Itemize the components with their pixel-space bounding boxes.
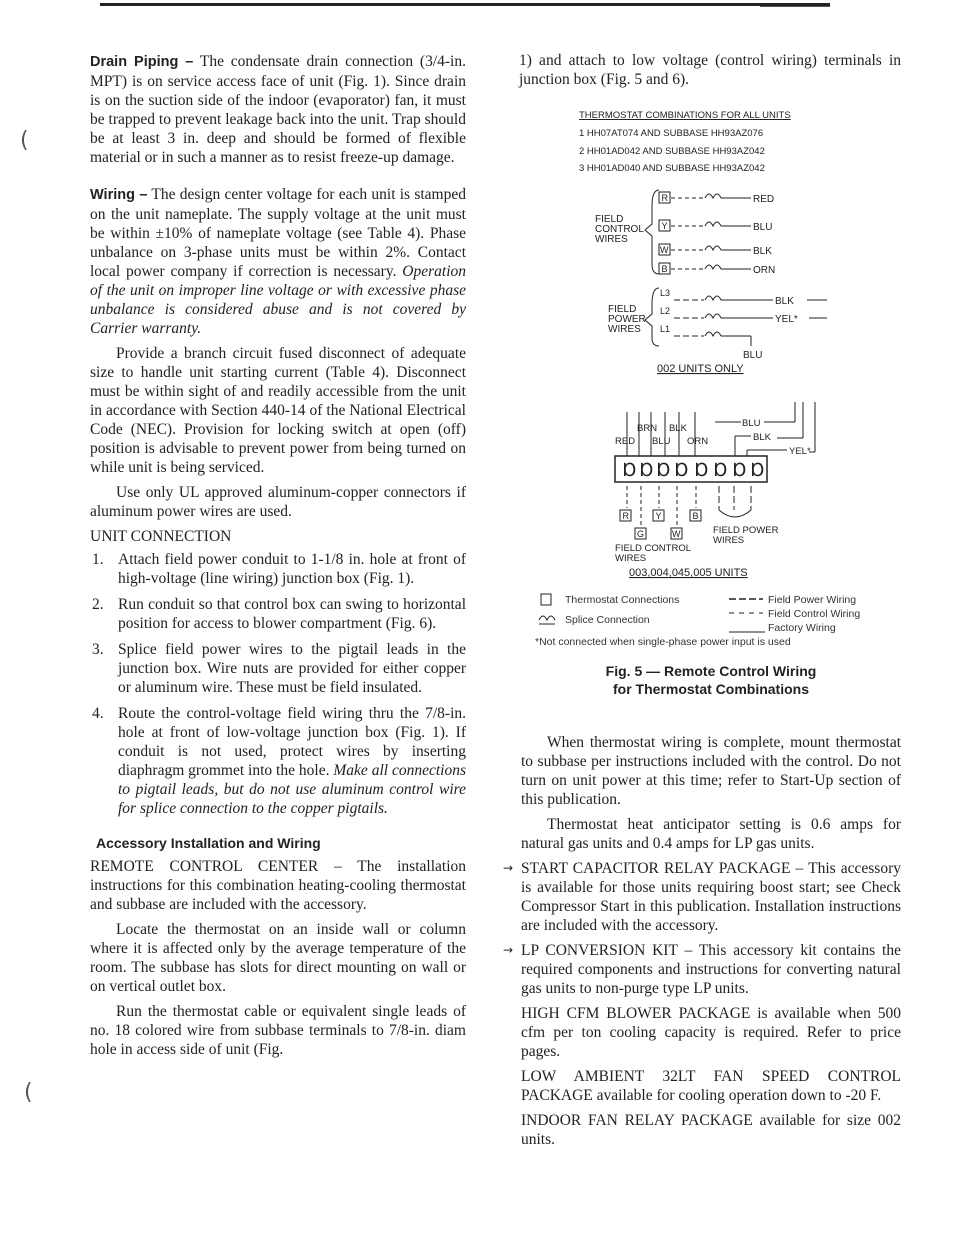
high-cfm-paragraph: HIGH CFM BLOWER PACKAGE is available when 500 cfm per ton cooling capacity is required. Refer to price pages. bbox=[521, 1005, 901, 1060]
wire-color: YEL* bbox=[775, 314, 798, 325]
label-line: FIELD bbox=[608, 304, 637, 315]
field-power-label: FIELD POWER bbox=[713, 525, 779, 536]
field-control-label: FIELD CONTROL bbox=[615, 543, 692, 554]
power-group-brace bbox=[719, 510, 751, 517]
field-control-label bbox=[595, 214, 644, 245]
wire-color: BLK bbox=[753, 246, 772, 257]
list-item bbox=[90, 550, 466, 588]
start-capacitor-paragraph bbox=[503, 859, 901, 935]
step-text: Attach field power conduit to 1-1/8 in. hole at front of high-voltage (line wiring) junction box (Fig. 1). bbox=[118, 551, 466, 587]
indoor-fan-paragraph: INDOOR FAN RELAY PACKAGE available for size 002 units. bbox=[521, 1112, 901, 1148]
step-number: 1. bbox=[92, 551, 104, 568]
splice-symbol bbox=[705, 222, 721, 226]
mount-paragraph: When thermostat wiring is complete, mount thermostat to subbase per instructions included with the control. Do not turn on unit power at this time; refer to Start-Up section of this publication. bbox=[521, 734, 901, 808]
splice-mark: Ɒ bbox=[695, 460, 710, 480]
splice-connection-key bbox=[539, 616, 555, 624]
terminal-label: W bbox=[672, 529, 681, 539]
wire-color: BLU bbox=[743, 350, 763, 361]
terminal-label: W bbox=[660, 245, 669, 255]
list-item bbox=[90, 704, 466, 818]
control-brace bbox=[645, 190, 659, 274]
unit-connection-heading: UNIT CONNECTION bbox=[90, 528, 232, 545]
field-control-label: WIRES bbox=[615, 553, 647, 564]
combinations-title: THERMOSTAT COMBINATIONS FOR ALL UNITS bbox=[579, 110, 791, 121]
step-text: Route the control-voltage field wiring thru the 7/8-in. hole at front of low-voltage junction box (Fig. 1). If conduit is not used, protect wires by inserting diaphragm grommet into the hole. bbox=[118, 705, 466, 779]
splice-symbol bbox=[705, 194, 721, 198]
splice-symbol bbox=[705, 332, 721, 336]
wire-color: BLU bbox=[753, 222, 773, 233]
right-column-bottom bbox=[503, 733, 901, 1155]
step-text: Run conduit so that control box can swing to horizontal position for access to blower compartment (Fig. 6). bbox=[118, 596, 466, 632]
wiring-text: The design center voltage for each unit is stamped on the unit nameplate. The supply voltage at the unit must be within ±10% of nameplate voltage (see Table 4). Phase unbalance on 3-phase units must be within 2%. Contact local power company if correction is necessary. bbox=[90, 186, 466, 280]
splice-mark: Ɒ bbox=[733, 460, 748, 480]
thermostat-connection-key bbox=[541, 594, 551, 605]
top-rule bbox=[100, 3, 830, 6]
list-item bbox=[90, 640, 466, 697]
wire-color: BLK bbox=[775, 296, 794, 307]
power-terminal: L1 bbox=[660, 324, 671, 334]
wiring-heading: Wiring – bbox=[90, 187, 148, 203]
power-terminal: L2 bbox=[660, 306, 671, 316]
step-warning: Make all connections to pigtail leads, but do not use aluminum control wire for splice connection to the copper pigtails. bbox=[118, 762, 466, 817]
wire-label: YEL* bbox=[789, 446, 811, 457]
step-text: Splice field power wires to the pigtail leads in the junction box. Wire nuts are provided for either copper or aluminum wire. These must be field insulated. bbox=[118, 641, 466, 696]
wire-color: RED bbox=[753, 194, 775, 205]
terminal-label: Y bbox=[661, 221, 668, 231]
terminal-label: B bbox=[661, 264, 668, 274]
wiring-paragraph bbox=[90, 185, 466, 338]
list-item bbox=[90, 595, 466, 633]
branch-circuit-paragraph: Provide a branch circuit fused disconnect of adequate size to handle unit starting current (Table 4). Disconnect must be within sight of and readily accessible from the unit in accordance with Section 440-14 of the National Electrical Code (NEC). Provision for locking switch at open (off) position is advisable to prevent power from being turned on while unit is being serviced. bbox=[90, 345, 466, 476]
splice-symbol bbox=[705, 296, 721, 300]
wire-color: ORN bbox=[753, 265, 776, 276]
label-line: FIELD bbox=[595, 214, 624, 225]
margin-mark: ( bbox=[20, 128, 29, 153]
wire-label: BLK bbox=[669, 423, 687, 434]
step-number: 2. bbox=[92, 596, 104, 613]
power-rows bbox=[660, 288, 827, 361]
power-terminal: L3 bbox=[660, 288, 671, 298]
unit-connection-steps bbox=[90, 550, 466, 818]
label-line: POWER bbox=[608, 314, 646, 325]
legend-label: Field Power Wiring bbox=[768, 594, 857, 606]
field-power-label: WIRES bbox=[713, 535, 745, 546]
right-column-top bbox=[519, 51, 901, 95]
locate-paragraph: Locate the thermostat on an inside wall or column where it is affected only by the average temperature of the room. The subbase has slots for direct mounting on wall or on vertical outlet box. bbox=[90, 921, 466, 995]
splice-symbol bbox=[705, 314, 721, 318]
legend-label: Field Control Wiring bbox=[768, 608, 861, 620]
terminal-label: R bbox=[661, 193, 668, 203]
wiring-figure bbox=[519, 106, 901, 656]
left-column bbox=[90, 52, 466, 1065]
remote-control-paragraph: REMOTE CONTROL CENTER – The installation instructions for this combination heating-cooling thermostat and subbase are included with the accessory. bbox=[90, 858, 466, 913]
wire-label: BLU bbox=[652, 436, 671, 447]
lower-wiring-block bbox=[615, 402, 815, 579]
terminal-label: B bbox=[692, 511, 699, 521]
power-brace bbox=[645, 288, 659, 346]
margin-mark: ( bbox=[24, 1080, 33, 1105]
splice-mark: Ɒ bbox=[657, 460, 672, 480]
combination-item: 2 HH01AD042 AND SUBBASE HH93AZ042 bbox=[579, 146, 765, 157]
terminal-label: Y bbox=[655, 511, 662, 521]
units-002-label: 002 UNITS ONLY bbox=[657, 363, 744, 375]
legend bbox=[535, 594, 860, 648]
legend-label: Thermostat Connections bbox=[565, 594, 680, 606]
label-line: CONTROL bbox=[595, 224, 644, 235]
lp-conversion-paragraph bbox=[503, 941, 901, 998]
drain-piping-paragraph bbox=[90, 52, 466, 167]
legend-note: *Not connected when single-phase power input is used bbox=[535, 636, 791, 648]
units-003-label: 003,004,045,005 UNITS bbox=[629, 567, 748, 579]
drain-piping-text: The condensate drain connection (3/4-in. MPT) is on service access face of unit (Fig. 1). Since drain is on the suction side of the indoor (evaporator) fan, it must be trapped to prevent leakage back into the unit. Trap should be at least 3 in. deep and should be formed of flexible material or in such a manner as to resist freeze-up damage. bbox=[90, 53, 466, 166]
wire-label: BLK bbox=[753, 432, 771, 443]
splice-symbol bbox=[705, 246, 721, 250]
drain-piping-heading: Drain Piping – bbox=[90, 54, 194, 70]
control-terminal-rows bbox=[659, 192, 775, 276]
splice-mark: Ɒ bbox=[640, 460, 655, 480]
continuation-paragraph: 1) and attach to low voltage (control wiring) terminals in junction box (Fig. 5 and 6). bbox=[519, 52, 901, 88]
splice-mark: Ɒ bbox=[675, 460, 690, 480]
start-capacitor-text: START CAPACITOR RELAY PACKAGE – This accessory is available for those units requiring boost start; see Check Compressor Start in this publication. Installation instructions are included with the accessory. bbox=[521, 860, 901, 934]
wiring-diagram bbox=[519, 106, 901, 656]
terminal-label: R bbox=[622, 511, 629, 521]
label-line: WIRES bbox=[608, 324, 641, 335]
wiring-warning: Operation of the unit on improper line voltage or with excessive phase unbalance is considered abuse and is not covered by Carrier warranty. bbox=[90, 263, 466, 337]
combination-item: 1 HH07AT074 AND SUBBASE HH93AZ076 bbox=[579, 128, 764, 139]
wire-label: RED bbox=[615, 436, 636, 447]
field-power-label bbox=[608, 304, 646, 335]
wire-label: BLU bbox=[742, 418, 761, 429]
wire-label: BRN bbox=[637, 423, 658, 434]
low-ambient-paragraph: LOW AMBIENT 32LT FAN SPEED CONTROL PACKAGE available for cooling operation down to -20 F. bbox=[521, 1068, 901, 1104]
run-cable-paragraph: Run the thermostat cable or equivalent single leads of no. 18 colored wire from subbase terminals to 7/8-in. diam hole in access side of unit (Fig. bbox=[90, 1003, 466, 1058]
splice-symbol bbox=[705, 265, 721, 269]
caption-line: for Thermostat Combinations bbox=[612, 681, 809, 697]
ul-connectors-paragraph: Use only UL approved aluminum-copper connectors if aluminum power wires are used. bbox=[90, 484, 466, 520]
figure-caption bbox=[521, 662, 901, 698]
splice-mark: Ɒ bbox=[751, 460, 766, 480]
legend-label: Factory Wiring bbox=[768, 622, 836, 634]
combination-item: 3 HH01AD040 AND SUBBASE HH93AZ042 bbox=[579, 163, 765, 174]
wire-label: ORN bbox=[687, 436, 709, 447]
splice-connectors bbox=[623, 460, 765, 480]
revision-arrow-icon: → bbox=[503, 943, 514, 957]
anticipator-paragraph: Thermostat heat anticipator setting is 0.6 amps for natural gas units and 0.4 amps for LP gas units. bbox=[521, 816, 901, 852]
splice-mark: Ɒ bbox=[714, 460, 729, 480]
legend-label: Splice Connection bbox=[565, 614, 650, 626]
revision-arrow-icon: → bbox=[503, 861, 514, 875]
accessory-heading: Accessory Installation and Wiring bbox=[96, 835, 321, 851]
step-number: 3. bbox=[92, 641, 104, 658]
label-line: WIRES bbox=[595, 234, 628, 245]
lp-conversion-text: LP CONVERSION KIT – This accessory kit contains the required components and instructions for converting natural gas units to non-purge type LP units. bbox=[521, 942, 901, 997]
caption-line: Fig. 5 — Remote Control Wiring bbox=[605, 663, 817, 679]
top-rule-short bbox=[760, 6, 830, 7]
terminal-label: G bbox=[637, 529, 645, 539]
splice-mark: Ɒ bbox=[623, 460, 638, 480]
step-number: 4. bbox=[92, 705, 104, 722]
